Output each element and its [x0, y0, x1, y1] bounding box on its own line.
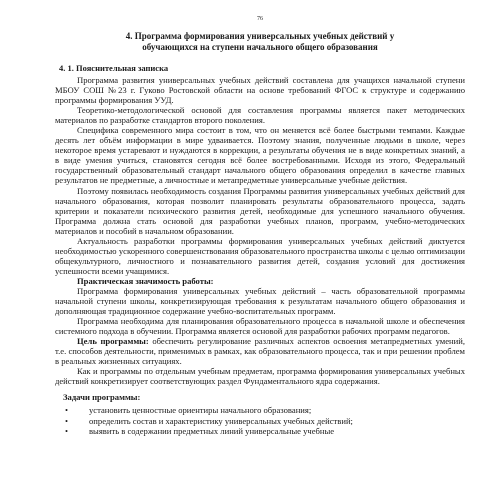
paragraph-program-part: Программа формирования универсальных учебных действий – часть образовательной программы начальной ступени школы, конкретизирующая требования к результатам начального общего образования и дополняющая традиционное содержание учебно-воспитательных программ.: [55, 285, 465, 317]
bullet-icon: •: [65, 426, 69, 437]
task-text: определить состав и характеристику универсальных учебных действий;: [89, 415, 353, 426]
paragraph-specifics: Специфика современного мира состоит в том, что он меняется всё более быстрыми темпами. Каждые десять лет объём информации в мире удваивается. Поэтому знания, полученные людьми в школе, через некоторое время устаревают и нуждаются в коррекции, а результаты обучения не в виде конкретных знаний, а в виде умения учиться, становятся сегодня всё более востребованными. Исходя из этого, Федеральный государственный образовательный стандарт начального общего образования определил в качестве главных результатов не предметные, а личностные и метапредметные универсальные учебные действия.: [55, 125, 465, 186]
tasks-title: Задачи программы:: [63, 392, 141, 403]
goal-label: Цель программы:: [77, 336, 149, 347]
paragraph-core-content: Как и программы по отдельным учебным предметам, программа формирования универсальных учебных действий конкретизирует соответствующих раздел Фундаментального ядра содержания.: [55, 366, 465, 387]
bullet-icon: •: [65, 405, 69, 416]
list-item: [55, 416, 465, 427]
goal-text: обеспечить регулирование различных аспектов освоения метапредметных умений, т.е. способов деятельности, применимых в рамках, как образовательного процесса, так и при решении проблем в реальных жизненных ситуациях.: [55, 336, 465, 367]
section-title: 4. 1. Пояснительная записка: [59, 63, 169, 73]
page-number: 76: [257, 16, 263, 22]
paragraph-methodology: Теоретико-методологической основой для составления программы является пакет методических материалов по разработке стандартов второго поколения.: [55, 105, 465, 126]
paragraph-goal: [55, 336, 465, 366]
list-item: [55, 426, 465, 437]
significance-heading: Практическая значимость работы:: [77, 275, 214, 286]
paragraph-intro: Программа развития универсальных учебных действий составлена для учащихся начальной ступени МБОУ СОШ №23 г. Гуково Ростовской области на основе требований ФГОС к структуре и содержанию программы формирования УУД.: [55, 75, 465, 106]
paragraph-necessity: Поэтому появилась необходимость создания Программы развития универсальных учебных действий для начального образования, которая позволит планировать результаты образовательного процесса, задать критерии и показатели психического развития детей, необходимые для успешного начального обучения. Программа должна стать основой для разработки учебных планов, программ, учебно-методических материалов и пособий в начальном образовании.: [55, 185, 465, 236]
chapter-title: [55, 31, 465, 53]
bullet-icon: •: [65, 415, 69, 426]
paragraph-relevance: Актуальность разработки программы формирования универсальных учебных действий диктуется необходимостью ускоренного совершенствования образовательного пространства школы с целью оптимизации общекультурного, личностного и познавательного развития детей, создания условий для достижения успешности всеми учащимися.: [55, 235, 465, 276]
chapter-title-line-2: обучающихся на ступени начального общего образования: [142, 42, 378, 52]
paragraph-program-need: Программа необходима для планирования образовательного процесса в начальной школе и обеспечения системного подхода в обучении. Программа является основой для разработки рабочих программ педагогов.: [55, 316, 465, 337]
tasks-list: [55, 405, 465, 437]
task-text: установить ценностные ориентиры начального образования;: [89, 405, 312, 416]
list-item: [55, 405, 465, 416]
chapter-title-line-1: 4. Программа формирования универсальных учебных действий у: [125, 31, 395, 41]
task-text: выявить в содержании предметных линий универсальные учебные: [89, 426, 335, 437]
